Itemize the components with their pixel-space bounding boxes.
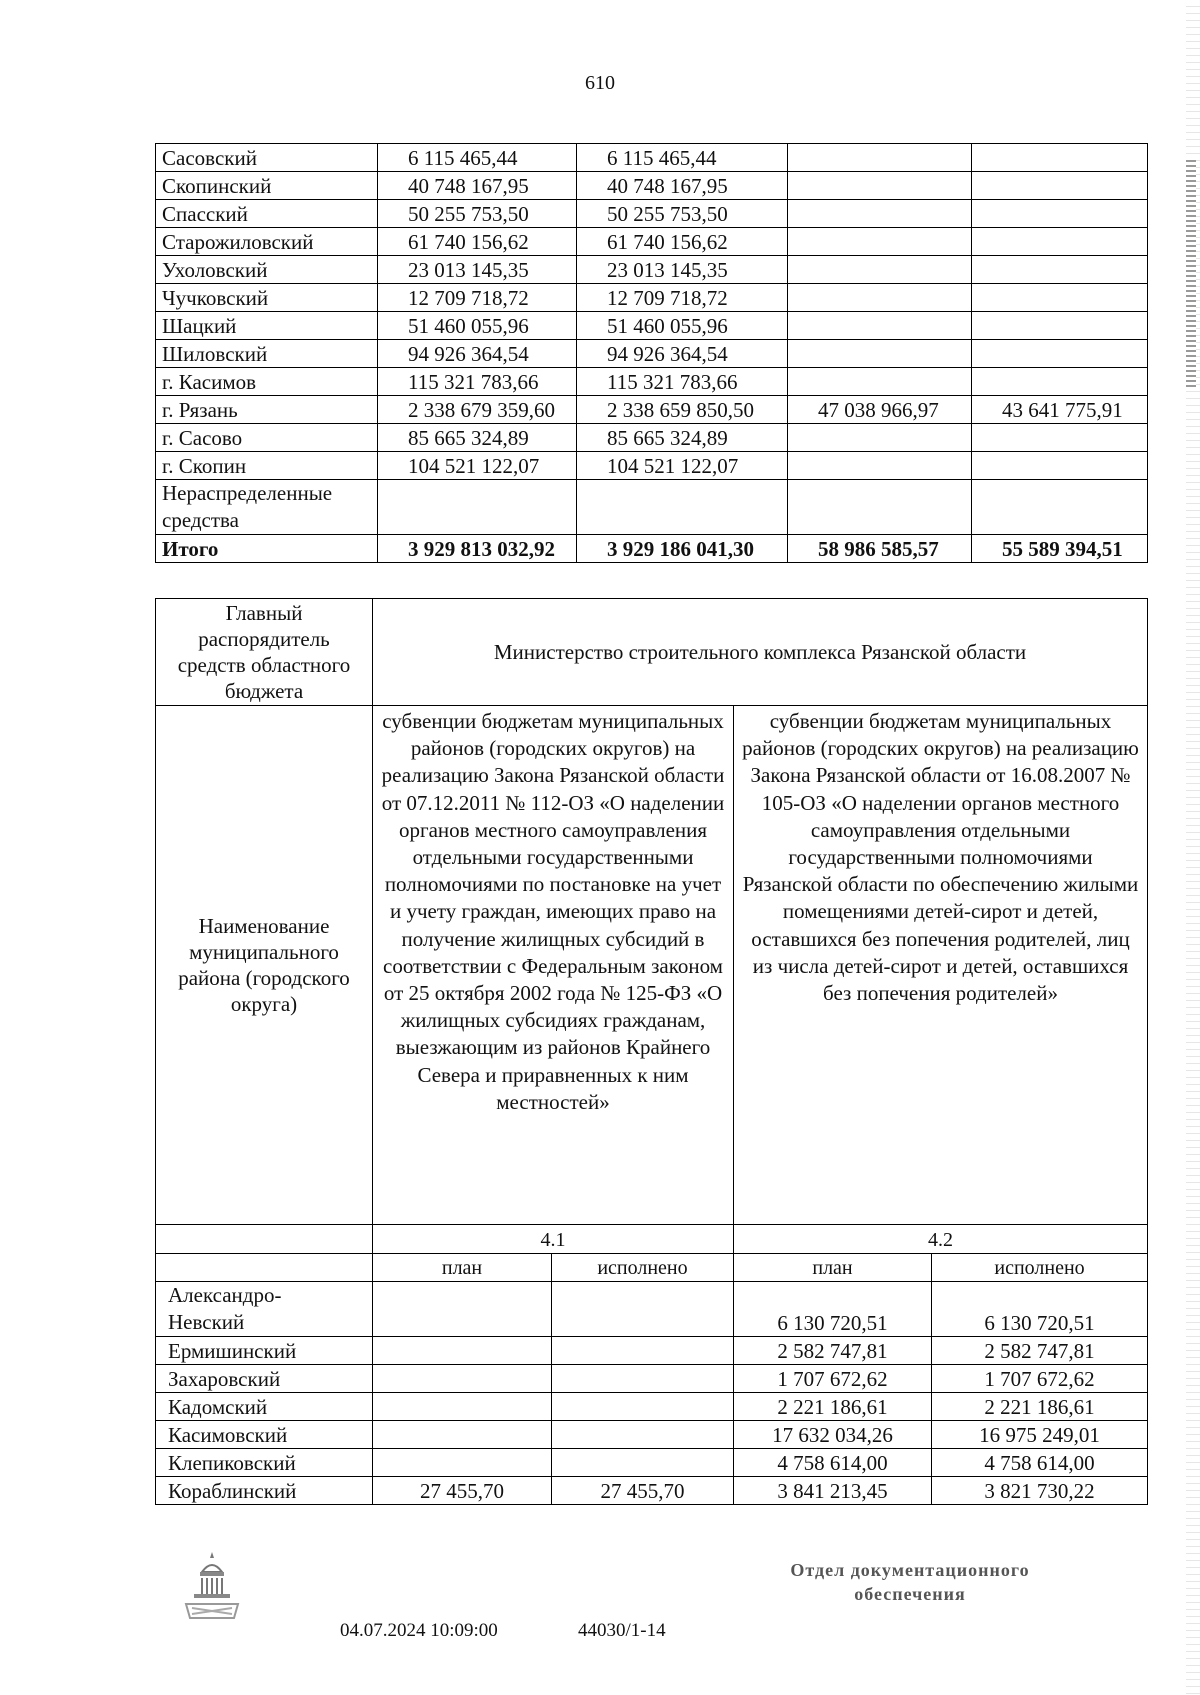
ministry-name: Министерство строительного комплекса Рязанской области — [373, 599, 1148, 706]
cell-value — [552, 1365, 734, 1393]
cell-value: 104 521 122,07 — [577, 452, 788, 480]
total-value: 58 986 585,57 — [788, 535, 972, 563]
allocation-table-continued — [155, 143, 1148, 563]
table-row — [156, 424, 1148, 452]
cell-value: 2 221 186,61 — [734, 1393, 932, 1421]
code-42: 4.2 — [734, 1225, 1148, 1254]
cell-value: 17 632 034,26 — [734, 1421, 932, 1449]
district-name: Ермишинский — [156, 1337, 373, 1365]
district-name: Кораблинский — [156, 1477, 373, 1505]
total-value: 3 929 186 041,30 — [577, 535, 788, 563]
cell-value: 16 975 249,01 — [932, 1421, 1148, 1449]
cell-value — [788, 480, 972, 535]
cell-value: 3 821 730,22 — [932, 1477, 1148, 1505]
district-name: Кадомский — [156, 1393, 373, 1421]
cell-value — [972, 424, 1148, 452]
print-datetime: 04.07.2024 10:09:00 — [340, 1620, 498, 1641]
registration-number: 44030/1-14 — [578, 1620, 666, 1641]
table-row — [156, 396, 1148, 424]
total-value: 3 929 813 032,92 — [378, 535, 577, 563]
code-41: 4.1 — [373, 1225, 734, 1254]
table-row — [156, 1477, 1148, 1505]
scan-artifact — [1186, 160, 1196, 390]
cell-value — [972, 368, 1148, 396]
cell-value: 51 460 055,96 — [378, 312, 577, 340]
cell-value: 27 455,70 — [552, 1477, 734, 1505]
cell-value: 50 255 753,50 — [577, 200, 788, 228]
empty-cell — [156, 1225, 373, 1254]
cell-value: 85 665 324,89 — [378, 424, 577, 452]
header-row — [156, 599, 1148, 706]
plan-label: план — [373, 1254, 552, 1282]
cell-value — [552, 1449, 734, 1477]
cell-value: 47 038 966,97 — [788, 396, 972, 424]
table-row — [156, 172, 1148, 200]
district-name — [156, 480, 378, 535]
district-name: Шацкий — [156, 312, 378, 340]
cell-value: 94 926 364,54 — [378, 340, 577, 368]
cell-value: 6 130 720,51 — [734, 1282, 932, 1337]
cell-value: 40 748 167,95 — [378, 172, 577, 200]
cell-value — [972, 480, 1148, 535]
district-name — [156, 1282, 373, 1337]
cell-value — [373, 1393, 552, 1421]
table-row-undistributed — [156, 480, 1148, 535]
cell-value: 3 841 213,45 — [734, 1477, 932, 1505]
cell-value: 23 013 145,35 — [577, 256, 788, 284]
description-row — [156, 706, 1148, 1225]
cell-value — [788, 340, 972, 368]
cell-value — [972, 200, 1148, 228]
cell-value — [373, 1365, 552, 1393]
cell-value: 6 130 720,51 — [932, 1282, 1148, 1337]
cell-value — [373, 1421, 552, 1449]
district-name: г. Скопин — [156, 452, 378, 480]
cell-value — [378, 480, 577, 535]
district-name: Чучковский — [156, 284, 378, 312]
table-row — [156, 256, 1148, 284]
subvention-41-description: субвенции бюджетам муниципальных районов (городских округов) на реализацию Закона Рязанской области от 07.12.2011 № 112-ОЗ «О наделении органов местного самоуправления отдельными государственными полномочиями по постановке на учет и учету граждан, имеющих право на получение жилищных субсидий в соответствии с Федеральным законом от 25 октября 2002 года № 125-ФЗ «О жилищных субсидиях гражданам, выезжающим из районов Крайнего Севера и приравненных к ним местностей» — [373, 706, 734, 1225]
cell-value — [972, 172, 1148, 200]
empty-cell — [156, 1254, 373, 1282]
table-row — [156, 1449, 1148, 1477]
cell-value: 85 665 324,89 — [577, 424, 788, 452]
table-row-total — [156, 535, 1148, 563]
table-row — [156, 228, 1148, 256]
name-line: средства — [162, 508, 240, 532]
table-row — [156, 144, 1148, 172]
department-line: Отдел документационного — [790, 1560, 1030, 1580]
cell-value — [788, 228, 972, 256]
plan-done-row — [156, 1254, 1148, 1282]
cell-value — [788, 368, 972, 396]
cell-value — [972, 340, 1148, 368]
name-line: Невский — [168, 1310, 245, 1334]
cell-value: 2 582 747,81 — [734, 1337, 932, 1365]
cell-value: 94 926 364,54 — [577, 340, 788, 368]
cell-value: 50 255 753,50 — [378, 200, 577, 228]
table-row — [156, 312, 1148, 340]
duma-emblem-icon — [180, 1548, 244, 1622]
table-row — [156, 1421, 1148, 1449]
cell-value: 12 709 718,72 — [378, 284, 577, 312]
table-row — [156, 1365, 1148, 1393]
cell-value: 61 740 156,62 — [378, 228, 577, 256]
table-row — [156, 1393, 1148, 1421]
cell-value — [552, 1393, 734, 1421]
cell-value: 23 013 145,35 — [378, 256, 577, 284]
district-name: Шиловский — [156, 340, 378, 368]
name-line: Александро- — [168, 1283, 282, 1307]
cell-value — [552, 1337, 734, 1365]
cell-value — [788, 144, 972, 172]
cell-value — [373, 1337, 552, 1365]
district-name: Старожиловский — [156, 228, 378, 256]
cell-value — [788, 424, 972, 452]
code-row — [156, 1225, 1148, 1254]
district-name: Захаровский — [156, 1365, 373, 1393]
cell-value: 2 338 679 359,60 — [378, 396, 577, 424]
cell-value — [972, 284, 1148, 312]
cell-value — [788, 284, 972, 312]
district-name: Касимовский — [156, 1421, 373, 1449]
district-name: Скопинский — [156, 172, 378, 200]
cell-value: 61 740 156,62 — [577, 228, 788, 256]
cell-value — [788, 312, 972, 340]
district-name: г. Касимов — [156, 368, 378, 396]
table-row — [156, 284, 1148, 312]
cell-value: 2 221 186,61 — [932, 1393, 1148, 1421]
table-row — [156, 200, 1148, 228]
table-row — [156, 368, 1148, 396]
cell-value: 4 758 614,00 — [932, 1449, 1148, 1477]
cell-value — [972, 452, 1148, 480]
cell-value: 4 758 614,00 — [734, 1449, 932, 1477]
department-stamp — [760, 1558, 1060, 1606]
district-name: Сасовский — [156, 144, 378, 172]
cell-value — [972, 256, 1148, 284]
cell-value: 1 707 672,62 — [734, 1365, 932, 1393]
page-number: 610 — [585, 72, 615, 94]
subvention-table — [155, 598, 1148, 1505]
cell-value — [788, 172, 972, 200]
district-name: Ухоловский — [156, 256, 378, 284]
cell-value: 2 338 659 850,50 — [577, 396, 788, 424]
cell-value — [552, 1421, 734, 1449]
subvention-42-description: субвенции бюджетам муниципальных районов (городских округов) на реализацию Закона Рязанской области от 16.08.2007 № 105-ОЗ «О наделении органов местного самоуправления отдельными государственными полномочиями Рязанской области по обеспечению жилыми помещениями детей-сирот и детей, оставшихся без попечения родителей, лиц из числа детей-сирот и детей, оставшихся без попечения родителей» — [734, 706, 1148, 1225]
cell-value — [577, 480, 788, 535]
cell-value: 40 748 167,95 — [577, 172, 788, 200]
cell-value — [788, 256, 972, 284]
table-row — [156, 1337, 1148, 1365]
cell-value: 6 115 465,44 — [577, 144, 788, 172]
header-label: Главный распорядитель средств областного бюджета — [156, 599, 373, 706]
name-column-label: Наименование муниципального района (городского округа) — [156, 706, 373, 1225]
cell-value: 43 641 775,91 — [972, 396, 1148, 424]
district-name: Клепиковский — [156, 1449, 373, 1477]
cell-value — [552, 1282, 734, 1337]
cell-value — [373, 1449, 552, 1477]
name-line: Нераспределенные — [162, 481, 333, 505]
cell-value — [972, 312, 1148, 340]
cell-value: 6 115 465,44 — [378, 144, 577, 172]
table-row — [156, 1282, 1148, 1337]
total-value: 55 589 394,51 — [972, 535, 1148, 563]
cell-value: 1 707 672,62 — [932, 1365, 1148, 1393]
cell-value: 104 521 122,07 — [378, 452, 577, 480]
cell-value: 51 460 055,96 — [577, 312, 788, 340]
cell-value — [373, 1282, 552, 1337]
plan-label: план — [734, 1254, 932, 1282]
table-row — [156, 452, 1148, 480]
cell-value — [972, 144, 1148, 172]
cell-value: 12 709 718,72 — [577, 284, 788, 312]
cell-value — [788, 452, 972, 480]
cell-value — [972, 228, 1148, 256]
done-label: исполнено — [932, 1254, 1148, 1282]
cell-value: 115 321 783,66 — [378, 368, 577, 396]
district-name: г. Сасово — [156, 424, 378, 452]
district-name: г. Рязань — [156, 396, 378, 424]
cell-value — [788, 200, 972, 228]
cell-value: 115 321 783,66 — [577, 368, 788, 396]
cell-value: 2 582 747,81 — [932, 1337, 1148, 1365]
table-row — [156, 340, 1148, 368]
cell-value: 27 455,70 — [373, 1477, 552, 1505]
total-label: Итого — [156, 535, 378, 563]
done-label: исполнено — [552, 1254, 734, 1282]
district-name: Спасский — [156, 200, 378, 228]
department-line: обеспечения — [854, 1584, 966, 1604]
